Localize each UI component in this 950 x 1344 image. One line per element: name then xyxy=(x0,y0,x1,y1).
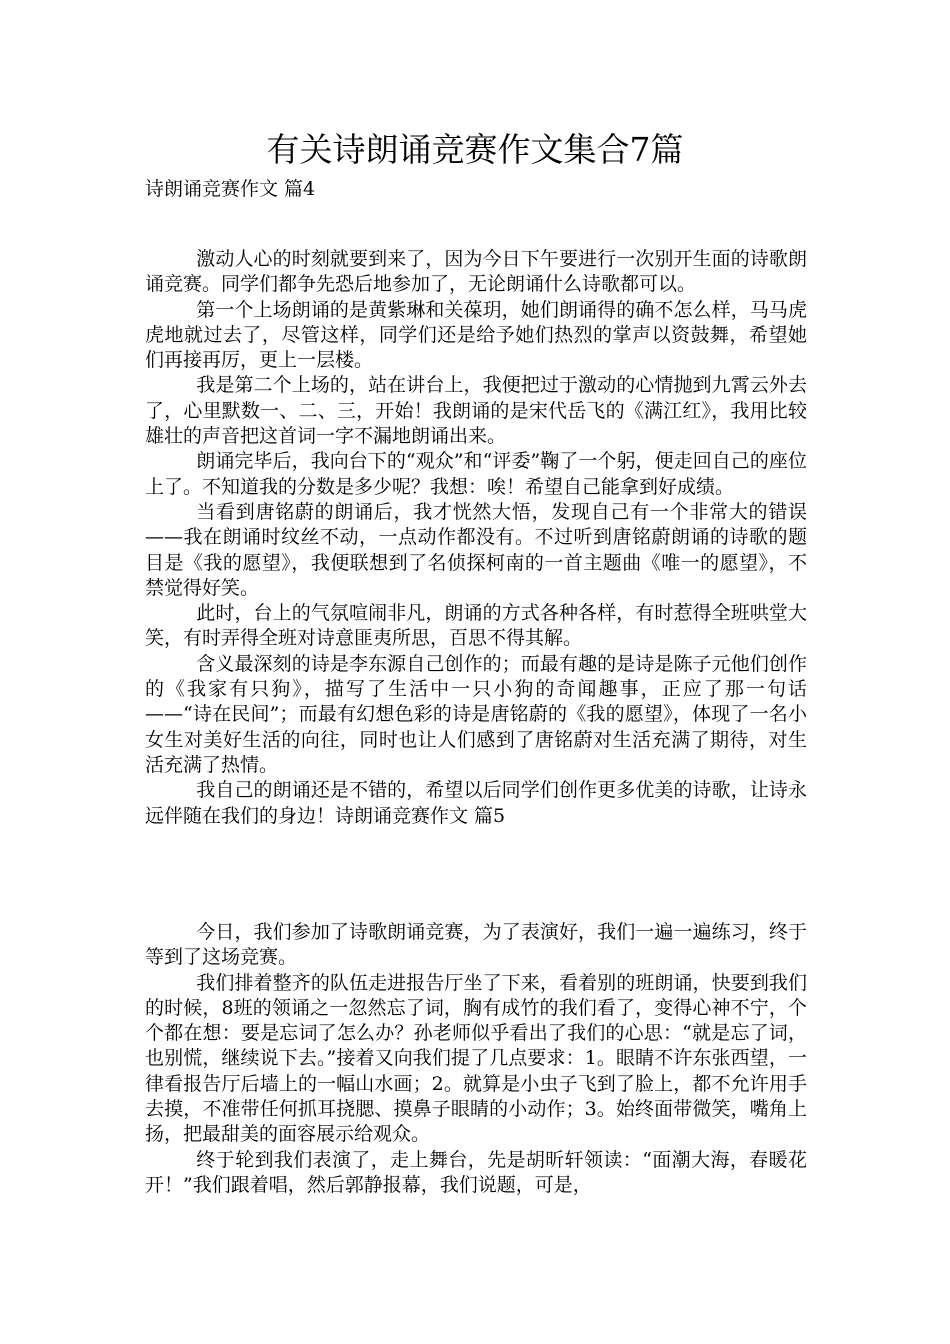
section-4-body xyxy=(145,247,807,829)
paragraph: 我们排着整齐的队伍走进报告厅坐了下来，看着别的班朗诵，快要到我们的时候，8班的领诵之一忽然忘了词，胸有成竹的我们看了，变得心神不宁，个个都在想：要是忘词了怎么办？孙老师似乎看出了我们的心思：“就是忘了词，也别慌，继续说下去。”接着又向我们提了几点要求：1。眼睛不许东张西望，一律看报告厅后墙上的一幅山水画；2。就算是小虫子飞到了脸上，都不允许用手去摸，不准带任何抓耳挠腮、摸鼻子眼睛的小动作；3。始终面带微笑，嘴角上扬，把最甜美的面容展示给观众。 xyxy=(145,971,807,1146)
paragraph: 今日，我们参加了诗歌朗诵竞赛，为了表演好，我们一遍一遍练习，终于等到了这场竞赛。 xyxy=(145,921,807,969)
paragraph: 激动人心的时刻就要到来了，因为今日下午要进行一次别开生面的诗歌朗诵竞赛。同学们都争先恐后地参加了，无论朗诵什么诗歌都可以。 xyxy=(145,248,807,296)
paragraph: 此时，台上的气氛喧闹非凡，朗诵的方式各种各样，有时惹得全班哄堂大笑，有时弄得全班对诗意匪夷所思，百思不得其解。 xyxy=(145,602,807,650)
paragraph: 我是第二个上场的，站在讲台上，我便把过于激动的心情抛到九霄云外去了，心里默数一、二、三，开始！我朗诵的是宋代岳飞的《满江红》，我用比较雄壮的声音把这首词一字不漏地朗诵出来。 xyxy=(145,374,807,448)
paragraph: 终于轮到我们表演了，走上舞台，先是胡昕轩领读：“面潮大海，春暖花开！”我们跟着唱，然后郭静报幕，我们说题，可是， xyxy=(145,1148,807,1196)
paragraph: 当看到唐铭蔚的朗诵后，我才恍然大悟，发现自己有一个非常大的错误——我在朗诵时纹丝不动，一点动作都没有。不过听到唐铭蔚朗诵的诗歌的题目是《我的愿望》，我便联想到了名侦探柯南的一首主题曲《唯一的愿望》，不禁觉得好笑。 xyxy=(145,500,807,599)
paragraph: 第一个上场朗诵的是黄紫琳和关葆玥，她们朗诵得的确不怎么样，马马虎虎地就过去了，尽管这样，同学们还是给予她们热烈的掌声以资鼓舞，希望她们再接再厉，更上一层楼。 xyxy=(145,298,807,372)
paragraph: 含义最深刻的诗是李东源自己创作的；而最有趣的是诗是陈子元他们创作的《我家有只狗》，描写了生活中一只小狗的奇闻趣事，正应了那一句话——“诗在民间”；而最有幻想色彩的诗是唐铭蔚的《我的愿望》，体现了一名小女生对美好生活的向往，同时也让人们感到了唐铭蔚对生活充满了期待，对生活充满了热情。 xyxy=(145,652,807,776)
section-heading: 诗朗诵竞赛作文 篇4 xyxy=(145,178,316,200)
section-5-body xyxy=(145,920,807,1198)
paragraph: 朗诵完毕后，我向台下的“观众”和“评委”鞠了一个躬，便走回自己的座位上了。不知道我的分数是多少呢？我想：唉！希望自己能拿到好成绩。 xyxy=(145,450,807,498)
paragraph: 我自己的朗诵还是不错的，希望以后同学们创作更多优美的诗歌，让诗永远伴随在我们的身边！诗朗诵竞赛作文 篇5 xyxy=(145,779,807,827)
document-title: 有关诗朗诵竞赛作文集合7篇 xyxy=(266,130,684,169)
